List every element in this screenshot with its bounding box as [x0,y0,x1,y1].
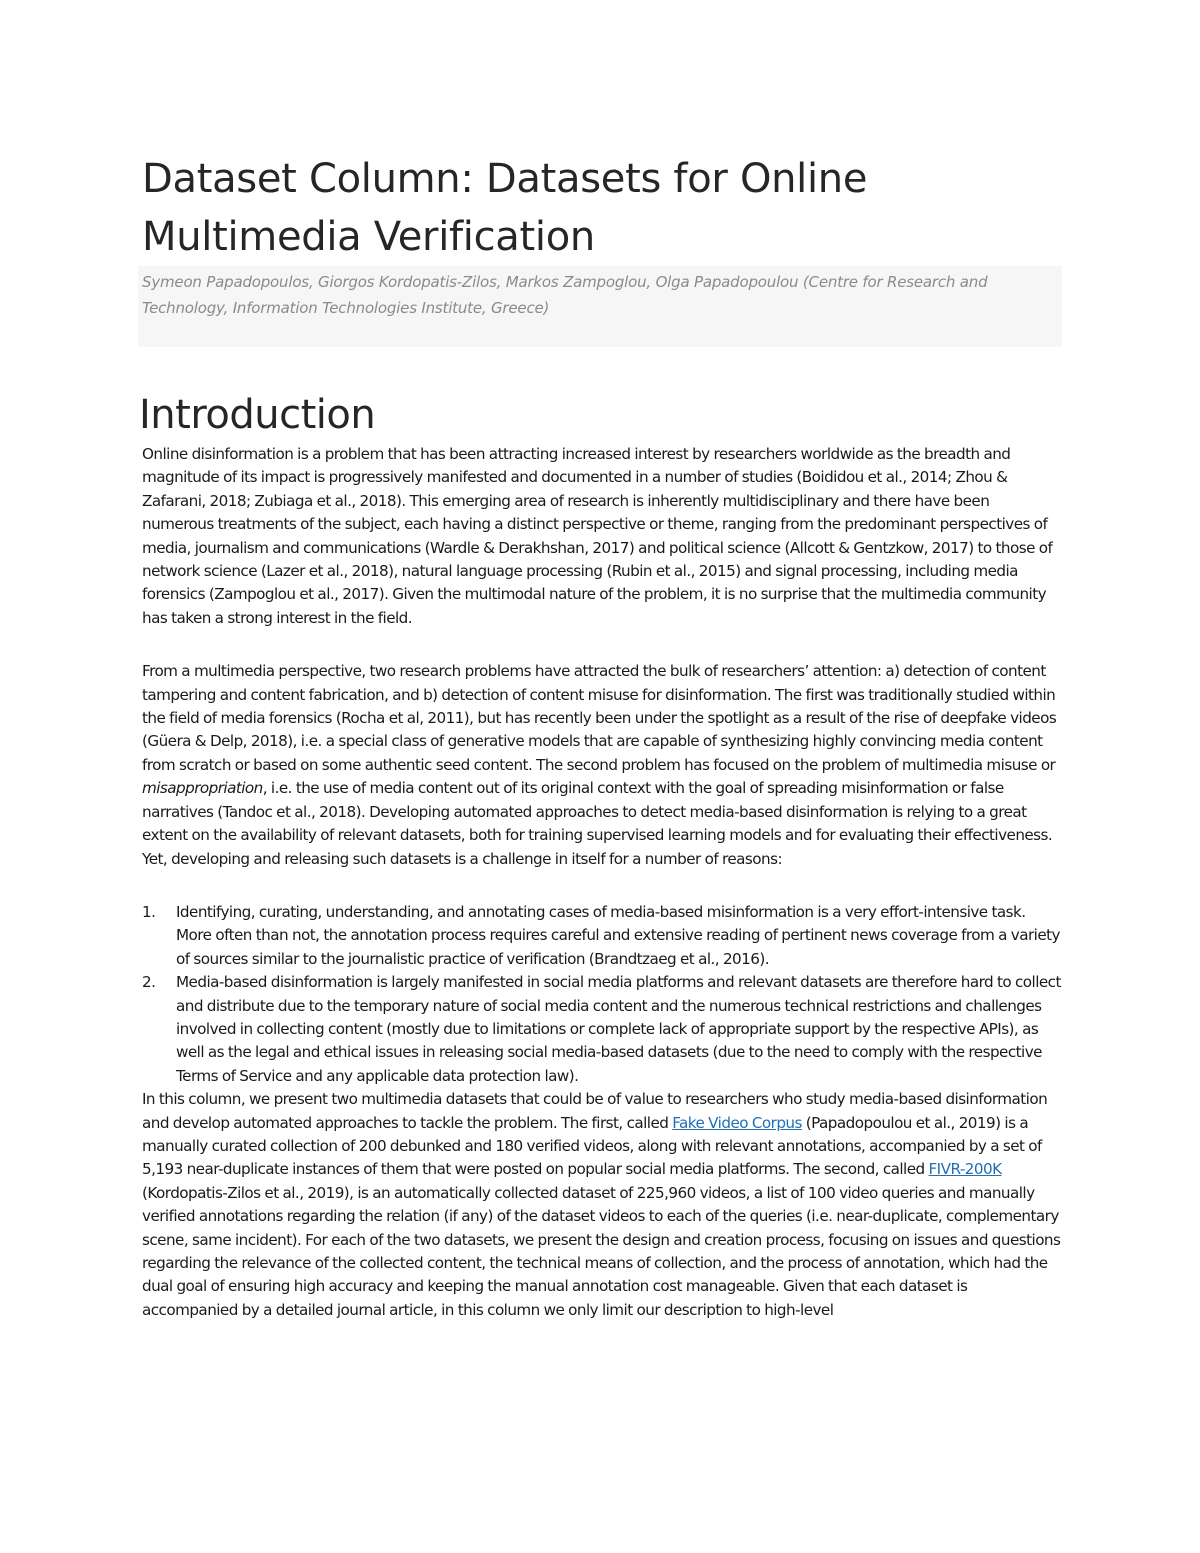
intro-paragraph-1: Online disinformation is a problem that has been attracting increased interest by researchers worldwide as the breadth and magnitude of its impact is progressively manifested and documented in a number of studies (Boididou et al., 2014; Zhou & Zafarani, 2018; Zubiaga et al., 2018). This emerging area of research is inherently multidisciplinary and there have been numerous treatments of the subject, each having a distinct perspective or theme, ranging from the predominant perspectives of media, journalism and communications (Wardle & Derakhshan, 2017) and political science (Allcott & Gentzkow, 2017) to those of network science (Lazer et al., 2018), natural language processing (Rubin et al., 2015) and signal processing, including media forensics (Zampoglou et al., 2017). Given the multimodal nature of the problem, it is no surprise that the multimedia community has taken a strong interest in the field. [142,445,1053,627]
list-item-text: Identifying, curating, understanding, and annotating cases of media-based misinformation is a very effort-intensive task. More often than not, the annotation process requires careful and extensive reading of pertinent news coverage from a variety of sources similar to the journalistic practice of verification (Brandtzaeg et al., 2016). [176,902,1060,968]
paragraph-text: , i.e. the use of media content out of its original context with the goal of spreading misinformation or false narratives (Tandoc et al., 2018). Developing automated approaches to detect media-based disinformation is relying to a great extent on the availability of relevant datasets, both for training supervised learning models and for evaluating their effectiveness. Yet, developing and releasing such datasets is a challenge in itself for a number of reasons: [142,779,1053,868]
list-item-text: Media-based disinformation is largely manifested in social media platforms and relevant datasets are therefore hard to collect and distribute due to the temporary nature of social media content and the numerous technical restrictions and challenges involved in collecting content (mostly due to limitations or complete lack of appropriate support by the respective APIs), as well as the legal and ethical issues in releasing social media-based datasets (due to the need to comply with the respective Terms of Service and any applicable data protection law). [176,973,1061,1085]
section-heading-introduction: Introduction [139,392,376,438]
fivr-200k-link[interactable]: FIVR-200K [928,1160,1002,1179]
authors-block [138,266,1062,347]
document-content [139,150,1062,1322]
reasons-list [142,901,1062,1088]
list-item [142,901,1062,971]
list-number: 2. [142,973,156,992]
intro-paragraph-2 [142,660,1062,871]
authors-line: Symeon Papadopoulos, Giorgos Kordopatis-Zilos, Markos Zampoglou, Olga Papadopoulou (Centre for Research and Technology, Information Technologies Institute, Greece) [142,273,988,317]
paragraph-text: (Kordopatis-Zilos et al., 2019), is an automatically collected dataset of 225,960 videos, a list of 100 video queries and manually verified annotations regarding the relation (if any) of the dataset videos to each of the queries (i.e. near-duplicate, complementary scene, same incident). For each of the two datasets, we present the design and creation process, focusing on issues and questions regarding the relevance of the collected content, the technical means of collection, and the process of annotation, which had the dual goal of ensuring high accuracy and keeping the manual annotation cost manageable. Given that each dataset is accompanied by a detailed journal article, in this column we only limit our description to high-level [142,1183,1061,1319]
document-title: Dataset Column: Datasets for Online Multimedia Verification [142,156,868,260]
list-number: 1. [142,902,156,921]
intro-paragraph-3 [142,1088,1062,1322]
list-item [142,971,1062,1088]
paragraph-text: In this column, we present two multimedia datasets that could be of value to researchers who study media-based disinformation and develop automated approaches to tackle the problem. The first, called [142,1090,1048,1132]
emphasis-misappropriation: misappropriation [142,779,263,798]
fake-video-corpus-link[interactable]: Fake Video Corpus [672,1113,802,1132]
paragraph-text: From a multimedia perspective, two research problems have attracted the bulk of researchers’ attention: a) detection of content tampering and content fabrication, and b) detection of content misuse for disinformation. The first was traditionally studied within the field of media forensics (Rocha et al, 2011), but has recently been under the spotlight as a result of the rise of deepfake videos (Güera & Delp, 2018), i.e. a special class of generative models that are capable of synthesizing highly convincing media content from scratch or based on some authentic seed content. The second problem has focused on the problem of multimedia misuse or [142,662,1057,774]
paragraph-text: (Papadopoulou et al., 2019) is a manually curated collection of 200 debunked and 180 verified videos, along with relevant annotations, accompanied by a set of 5,193 near-duplicate instances of them that were posted on popular social media platforms. The second, called [142,1113,1042,1179]
